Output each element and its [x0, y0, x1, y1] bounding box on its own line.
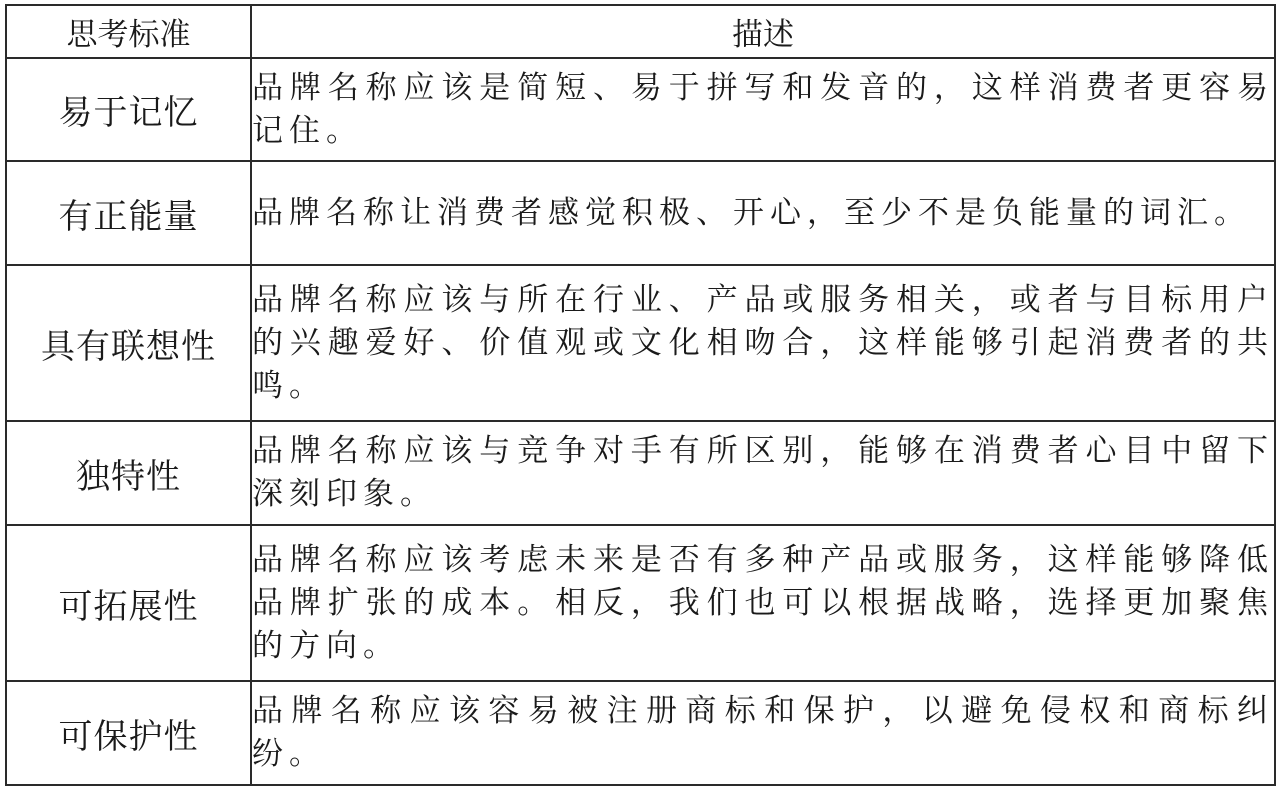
table-row [6, 421, 1275, 525]
criterion-description: 品牌名称应该与所在行业、产品或服务相关，或者与目标用户的兴趣爱好、价值观或文化相吻合，这样能够引起消费者的共鸣。 [251, 265, 1275, 421]
header-description: 描述 [251, 5, 1275, 58]
table-row [6, 161, 1275, 265]
header-criteria: 思考标准 [6, 5, 251, 58]
table-row [6, 681, 1275, 785]
table-row [6, 58, 1275, 161]
table-row [6, 525, 1275, 681]
table-row [6, 265, 1275, 421]
criterion-name: 可拓展性 [6, 525, 251, 681]
criterion-name: 独特性 [6, 421, 251, 525]
header-row [6, 5, 1275, 58]
criterion-description: 品牌名称应该容易被注册商标和保护，以避免侵权和商标纠纷。 [251, 681, 1275, 785]
criterion-name: 具有联想性 [6, 265, 251, 421]
criterion-description: 品牌名称应该与竞争对手有所区别，能够在消费者心目中留下深刻印象。 [251, 421, 1275, 525]
criterion-name: 易于记忆 [6, 58, 251, 161]
criterion-name: 有正能量 [6, 161, 251, 265]
criterion-description: 品牌名称应该考虑未来是否有多种产品或服务，这样能够降低品牌扩张的成本。相反，我们也可以根据战略，选择更加聚焦的方向。 [251, 525, 1275, 681]
criterion-description: 品牌名称让消费者感觉积极、开心，至少不是负能量的词汇。 [251, 161, 1275, 265]
criterion-name: 可保护性 [6, 681, 251, 785]
brand-naming-criteria-table [5, 4, 1276, 786]
criterion-description: 品牌名称应该是简短、易于拼写和发音的，这样消费者更容易记住。 [251, 58, 1275, 161]
